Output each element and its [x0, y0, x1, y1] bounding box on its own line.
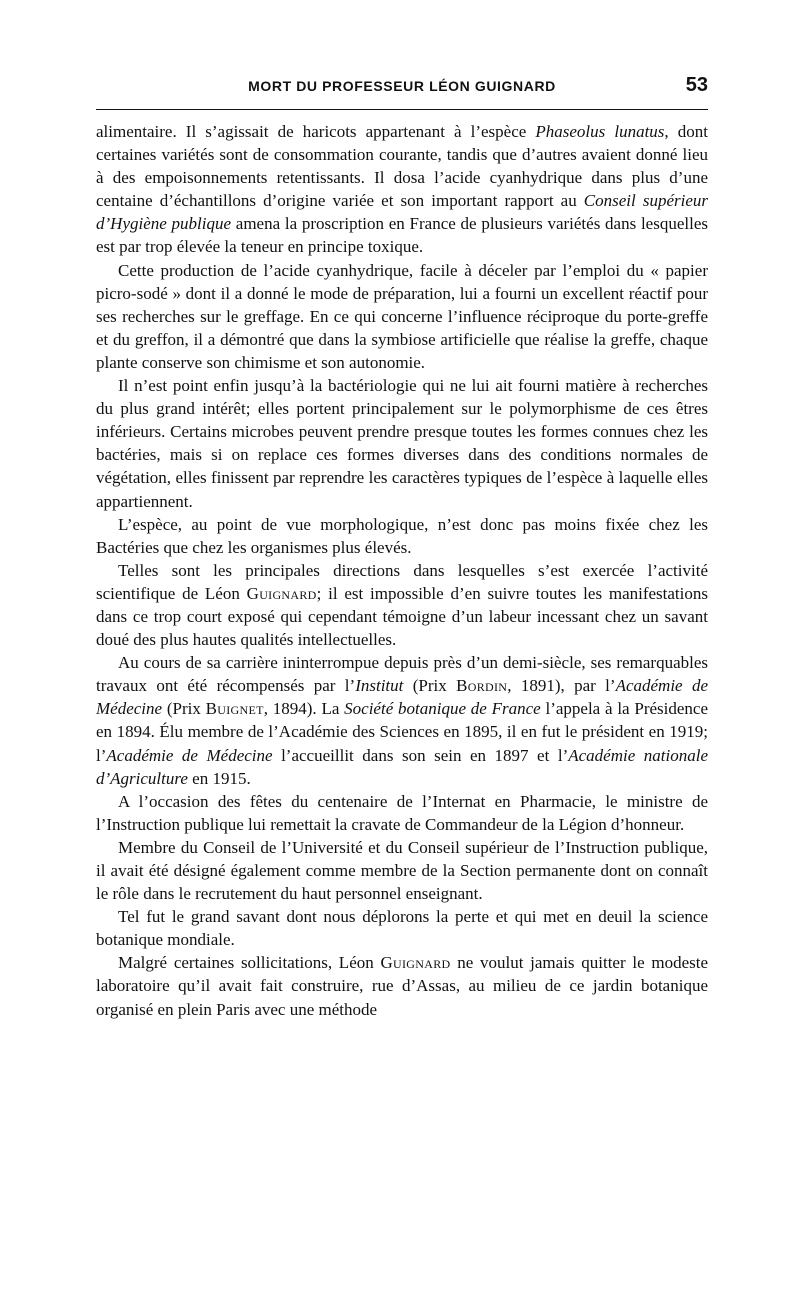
paragraph-8: Membre du Conseil de l’Université et du Conseil supérieur de l’Instruction publique, il avait été désigné également comme membre de la Section permanente dont on connaît le rôle dans le recrutement du haut personnel enseignant.	[96, 837, 708, 904]
text-span: ne voulut jamais quitter le modeste laboratoire qu’il avait fait construire, rue d’Assas, au milieu de ce jardin botanique organisé en plein Paris avec une méthode	[96, 953, 708, 1019]
institution-name: Conseil supérieur d’Hygiène publique	[96, 191, 709, 234]
text-span: , dont certaines variétés sont de consommation courante, tandis que d’autres avaient donné lieu à des empoisonnements retentissants. Il dosa l’acide cyanhydrique dans plus d’une centaine d’échantillons d’origine variée et son important rapport au	[96, 122, 708, 211]
paragraph-4: L’espèce, au point de vue morphologique, n’est donc pas moins fixée chez les Bactéries que chez les organismes plus élevés.	[96, 514, 708, 557]
text-span: alimentaire. Il s’agissait de haricots appartenant à l’espèce	[96, 122, 536, 141]
paragraph-7: A l’occasion des fêtes du centenaire de l’Internat en Pharmacie, le ministre de l’Instruction publique lui remettait la cravate de Commandeur de la Légion d’honneur.	[96, 791, 708, 834]
institution-name: Académie de Médecine	[96, 676, 708, 719]
text-span: Telles sont les principales directions dans lesquelles s’est exercée l’activité scientifique de Léon	[96, 560, 708, 603]
text-span: , 1891), par l’	[507, 676, 616, 696]
prize-name: Bordin	[456, 676, 508, 696]
text-span: l’appela à la Présidence en 1894. Élu membre de l’Académie des Sciences en 1895, il en fut le président en 1919; l’	[96, 699, 709, 765]
page-number: 53	[685, 74, 708, 96]
text-span: en 1915.	[187, 768, 251, 788]
paragraph-9: Tel fut le grand savant dont nous déplorons la perte et qui met en deuil la science botanique mondiale.	[96, 907, 708, 950]
text-span: ; il est impossible d’en suivre toutes les manifestations dans ce trop court exposé qui cependant témoigne d’un labeur incessant chez un savant doué des plus hautes qualités intellectuelles.	[96, 583, 708, 650]
header-rule	[96, 109, 708, 110]
page-header	[96, 74, 708, 104]
person-name: Guignard	[380, 953, 451, 973]
person-name: Guignard	[246, 583, 317, 603]
paragraph-6	[96, 651, 708, 790]
text-span: amena la proscription en France de plusieurs variétés dans lesquelles est par trop élevée la teneur en principe toxique.	[96, 214, 708, 257]
body-text	[96, 120, 708, 1021]
text-span: l’accueillit dans son sein en 1897 et l’	[272, 745, 569, 765]
text-span: Malgré certaines sollicitations, Léon	[118, 953, 381, 973]
paragraph-10	[96, 951, 708, 1020]
running-title: MORT DU PROFESSEUR LÉON GUIGNARD	[248, 78, 556, 94]
paragraph-2: Cette production de l’acide cyanhydrique, facile à déceler par l’emploi du « papier picro-sodé » dont il a donné le mode de préparation, lui a fourni un excellent réactif pour ses recherches sur le greffage. En ce qui concerne l’influence réciproque du porte-greffe et du greffon, il a démontré que dans la symbiose artificielle que réalise la greffe, chaque plante conserve son chimisme et son autonomie.	[96, 260, 708, 372]
text-span: (Prix	[403, 676, 457, 696]
text-span: , 1894). La	[263, 699, 345, 719]
institution-name: Institut	[355, 676, 404, 696]
paragraph-5	[96, 559, 708, 651]
text-span: (Prix	[162, 699, 206, 719]
institution-name: Société botanique de France	[344, 699, 541, 719]
institution-name: Académie nationale d’Agriculture	[96, 745, 708, 788]
species-name: Phaseolus lunatus	[535, 122, 665, 141]
prize-name: Buignet	[205, 699, 264, 719]
paragraph-1	[96, 120, 708, 259]
text-span: Au cours de sa carrière ininterrompue depuis près d’un demi-siècle, ses remarquables travaux ont été récompensés par l’	[96, 653, 708, 696]
paragraph-3: Il n’est point enfin jusqu’à la bactériologie qui ne lui ait fourni matière à recherches du plus grand intérêt; elles portent principalement sur le polymorphisme de ces êtres inférieurs. Certains microbes peuvent prendre presque toutes les formes connues chez les bactéries, mais si on replace ces formes diverses dans des conditions normales de végétation, elles finissent par reprendre les caractères typiques de l’espèce à laquelle elles appartiennent.	[96, 376, 708, 511]
institution-name: Académie de Médecine	[106, 745, 273, 765]
